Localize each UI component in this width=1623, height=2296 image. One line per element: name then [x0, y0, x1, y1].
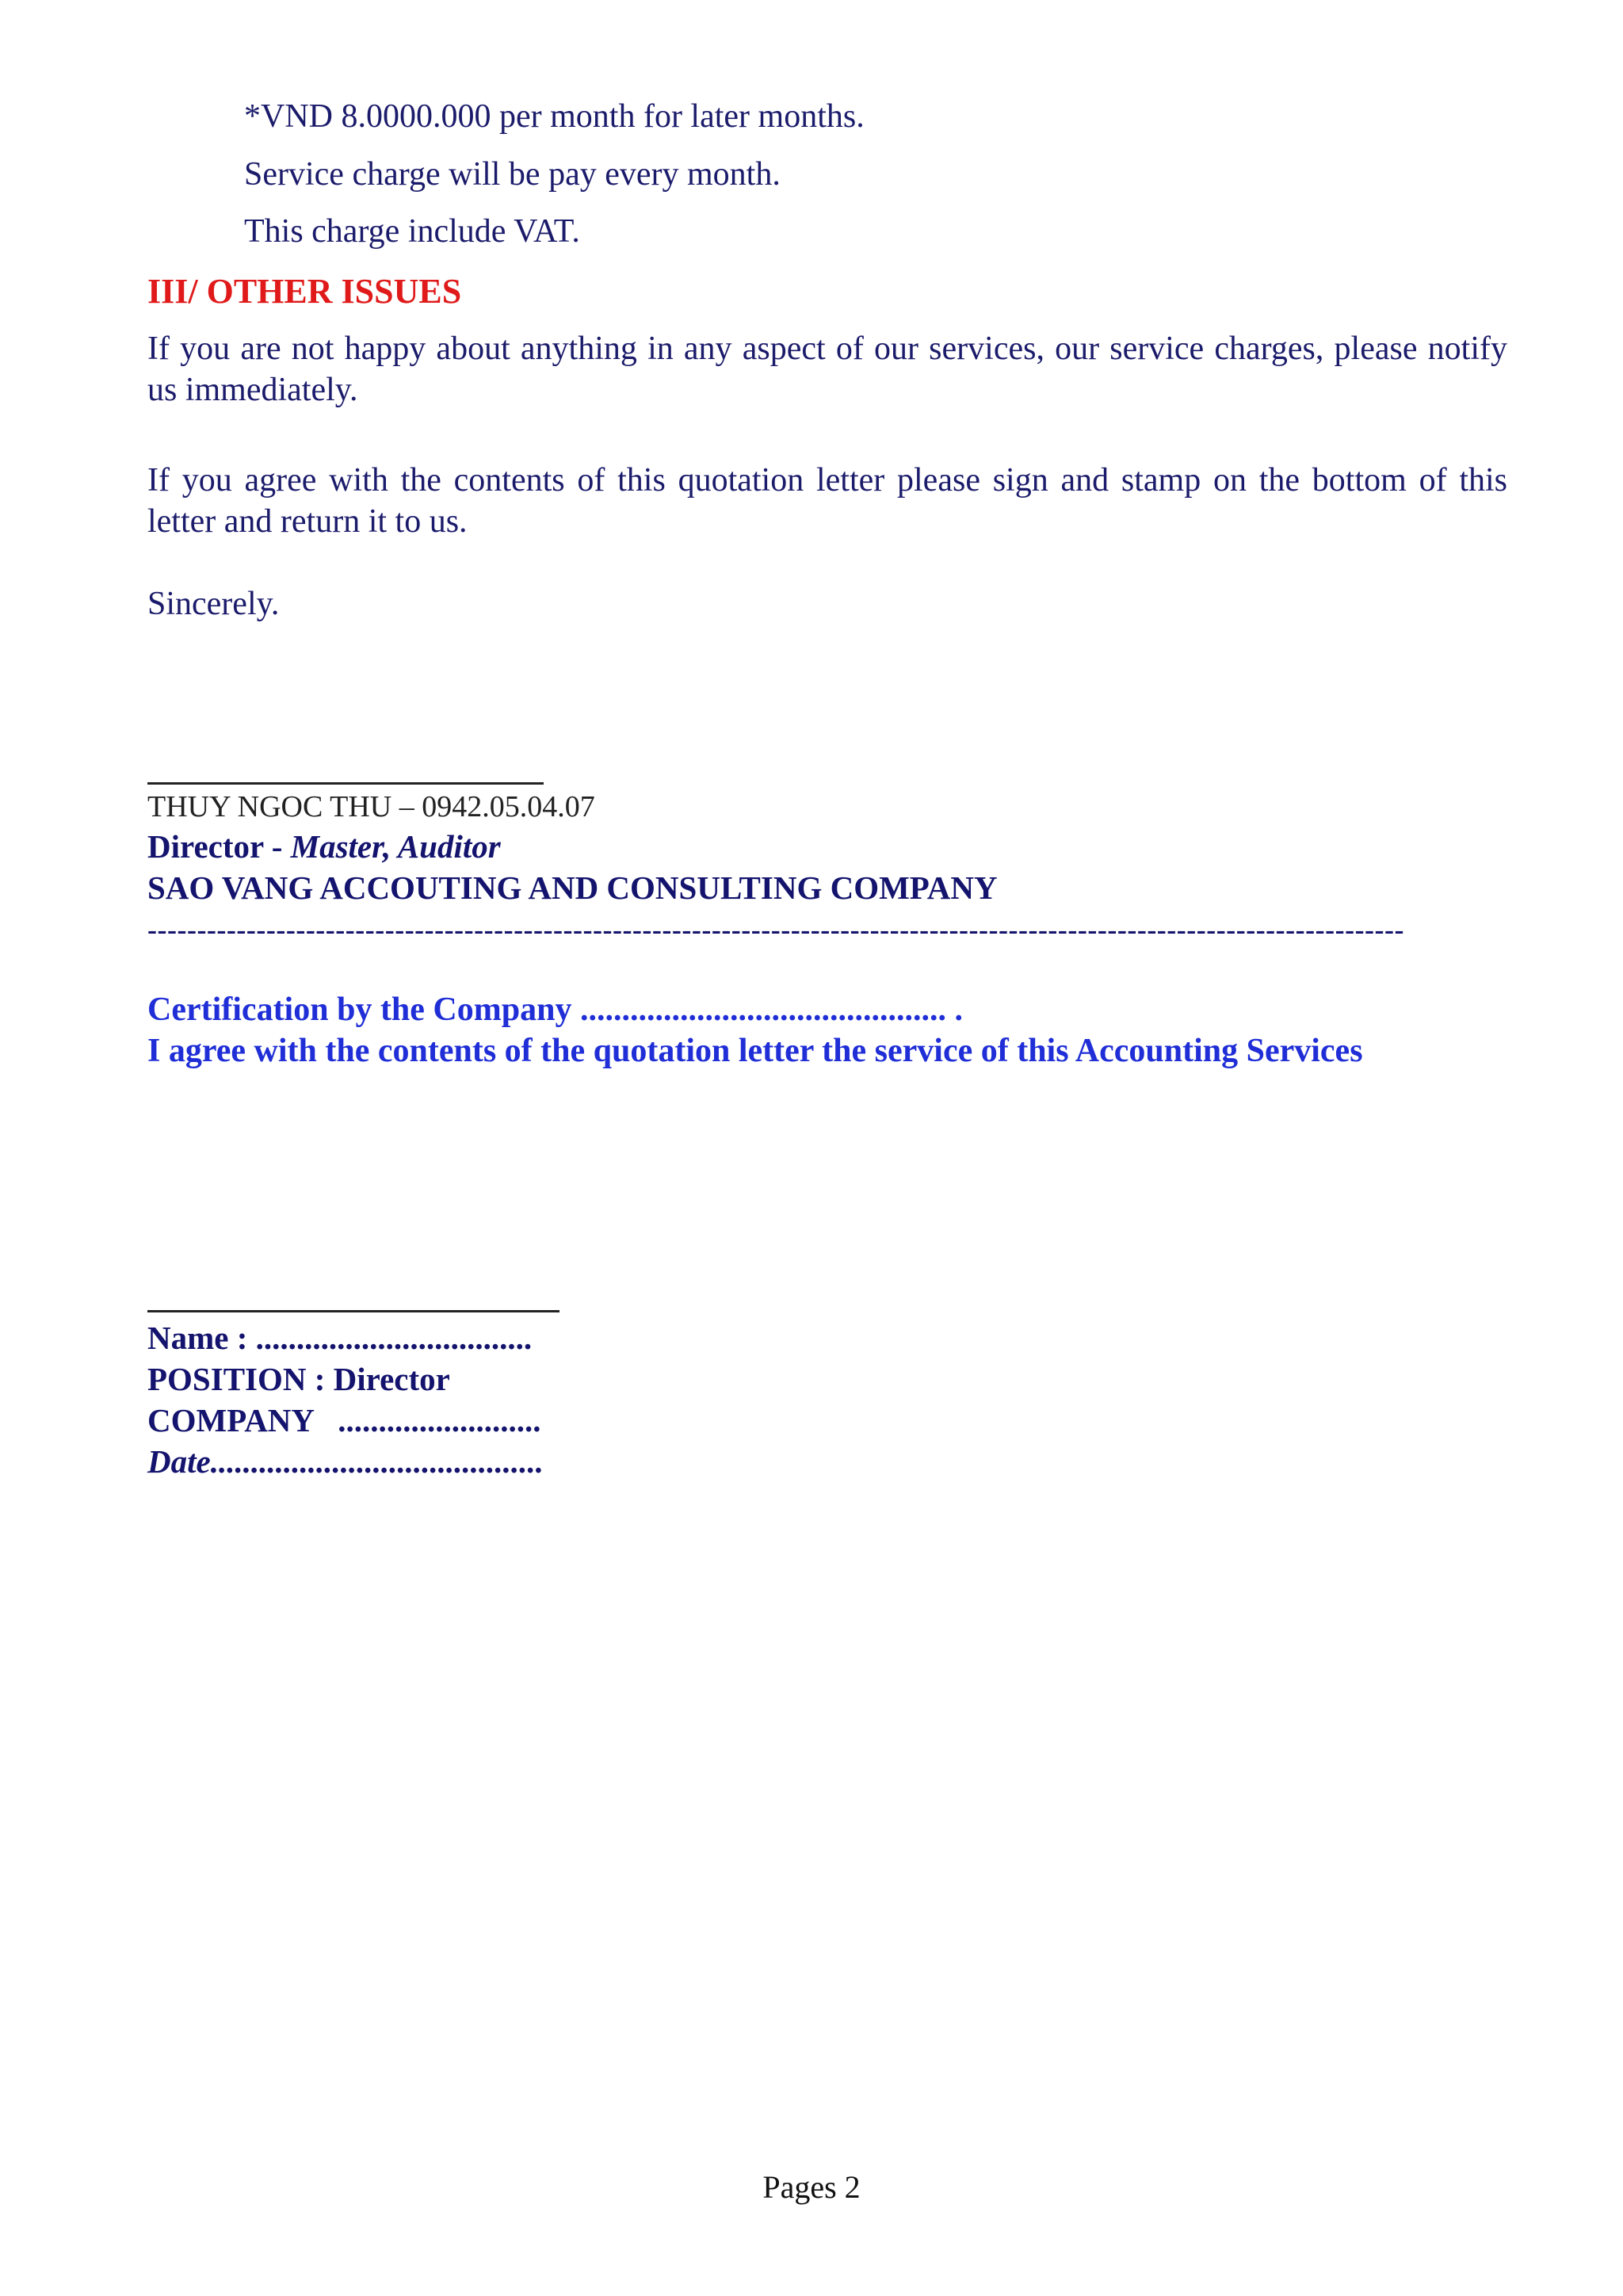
page-footer: Pages 2 — [762, 2169, 861, 2205]
signatory-title-label: Director - — [147, 828, 291, 865]
pricing-note-vat: This charge include VAT. — [244, 213, 580, 250]
paragraph-not-happy: If you are not happy about anything in any aspect of our services, our service charges, please notify us immediately. — [147, 330, 1507, 408]
agreement-line: I agree with the contents of the quotation letter the service of this Accounting Services — [147, 1033, 1363, 1069]
signatory-title — [147, 827, 501, 865]
pricing-note-monthly: Service charge will be pay every month. — [244, 156, 781, 193]
client-date-field: Date......................................... — [147, 1443, 544, 1480]
client-signature-line — [147, 1310, 559, 1312]
certification-line: Certification by the Company ............................................ . — [147, 991, 963, 1028]
separator: ------------------------------------------------------------------------------------------------------------------------------- — [147, 914, 1405, 946]
client-position-field: POSITION : Director — [147, 1361, 450, 1397]
paragraph-sincerely: Sincerely. — [147, 586, 280, 622]
section-heading: III/ OTHER ISSUES — [147, 272, 462, 311]
client-company-field: COMPANY ......................... — [147, 1402, 541, 1438]
signature-line — [147, 782, 544, 785]
client-name-field: Name : .................................. — [147, 1320, 533, 1356]
signatory-company: SAO VANG ACCOUTING AND CONSULTING COMPANY — [147, 869, 998, 906]
signatory-title-detail: Master, Auditor — [290, 828, 501, 865]
pricing-note-later-months: *VND 8.0000.000 per month for later months. — [244, 98, 865, 135]
paragraph-agree: If you agree with the contents of this quotation letter please sign and stamp on the bottom of this letter and return it to us. — [147, 462, 1507, 540]
signatory-name-phone: THUY NGOC THU – 0942.05.04.07 — [147, 790, 595, 823]
